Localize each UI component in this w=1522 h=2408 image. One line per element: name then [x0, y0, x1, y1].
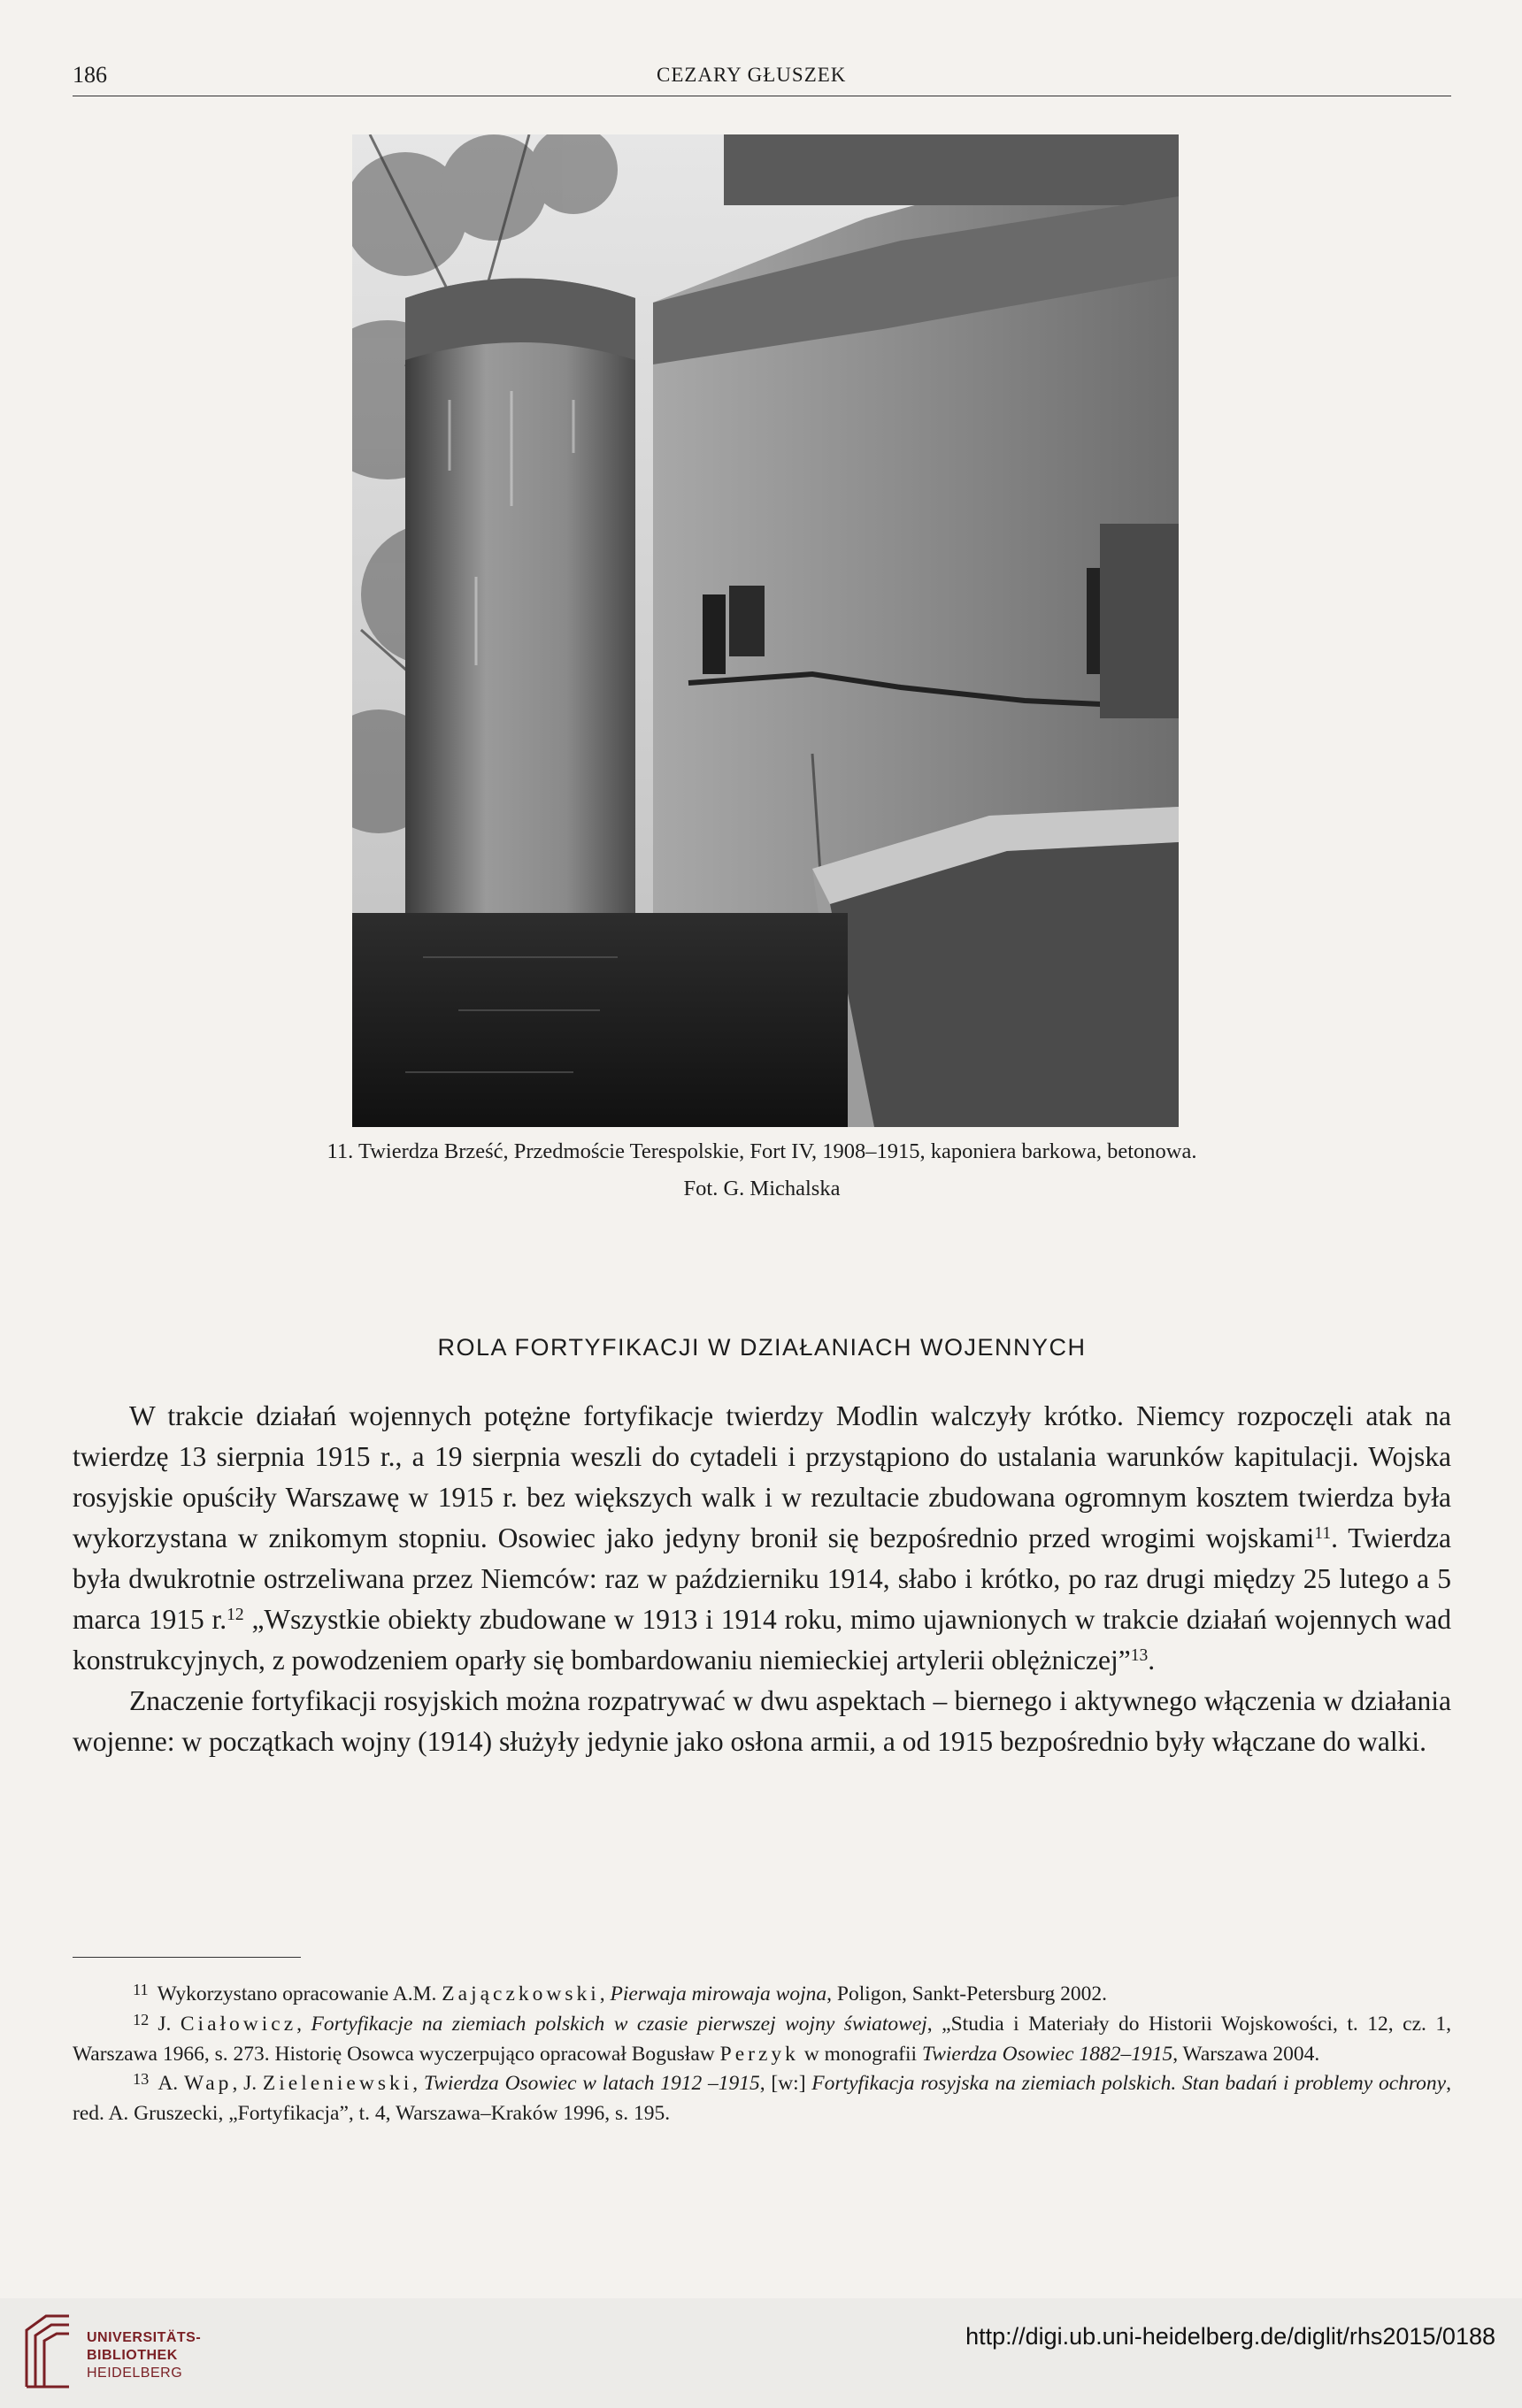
photo-fortification	[352, 134, 1179, 1127]
footnote-12: $^{12}$ J. Ciałowicz, Fortyfikacje na ziemiach polskich w czasie pierwszej wojny światowej, „Studia i Materiały do Historii Wojskowości, t. 12, cz. 1, Warszawa 1966, s. 273. Historię Osowca wyczerpująco opracował Bogusław Perzyk w monografii Twierdza Osowiec 1882–1915, Warszawa 2004.	[73, 2010, 1452, 2066]
source-url-link[interactable]: http://digi.ub.uni-heidelberg.de/diglit/rhs2015/0188	[965, 2323, 1495, 2350]
photo-fortification-illustration	[352, 134, 1179, 1127]
page-number: 186	[73, 62, 107, 88]
footnote-ref-12[interactable]: 12	[227, 1606, 244, 1625]
library-name-line2: BIBLIOTHEK	[87, 2348, 178, 2363]
body-text	[73, 1396, 1451, 1762]
footnote-ref-11[interactable]: 11	[1314, 1524, 1332, 1544]
paragraph-1: W trakcie działań wojennych potężne fortyfikacje twierdzy Modlin walczyły krótko. Niemcy rozpoczęli atak na twierdzę 13 sierpnia 1915 r., a 19 sierpnia weszli do cytadeli i przystąpiono do ustalania warunków kapitulacji. Wojska rosyjskie opuściły Warszawę w 1915 r. bez większych walk i w rezultacie zbudowana ogromnym kosztem twierdza była wykorzystana w znikomym stopniu. Osowiec jako jedyny bronił się bezpośrednio przed wrogimi wojskami$^{11}$. Twierdza była dwukrotnie ostrzeliwana przez Niemców: raz w październiku 1914, słabo i krótko, po raz drugi między 25 lutego a 5 marca 1915 r.$^{12}$ „Wszystkie obiekty zbudowane w 1913 i 1914 roku, mimo ujawnionych w trakcie działań wojennych wad konstrukcyjnych, z powodzeniem oparły się bombardowaniu niemieckiej artylerii oblężniczej”$^{13}$.	[73, 1400, 1452, 1676]
library-name-line3: HEIDELBERG	[87, 2366, 183, 2381]
footnote-rule	[73, 1957, 301, 1958]
footer-bar	[0, 2298, 1522, 2408]
figure-caption: 11. Twierdza Brześć, Przedmoście Terespolskie, Fort IV, 1908–1915, kaponiera barkowa, betonowa.	[327, 1139, 1197, 1163]
running-head: CEZARY GŁUSZEK	[657, 64, 847, 86]
footnote-13: $^{13}$ A. Wap, J. Zieleniewski, Twierdza Osowiec w latach 1912 –1915, [w:] Fortyfikacja rosyjska na ziemiach polskich. Stan badań i problemy ochrony, red. A. Gruszecki, „Fortyfikacja”, t. 4, Warszawa–Kraków 1996, s. 195.	[73, 2069, 1451, 2125]
footnotes	[73, 1980, 1451, 2128]
photo-credit: Fot. G. Michalska	[683, 1177, 841, 1200]
library-logo-icon[interactable]	[19, 2312, 76, 2390]
page-header	[73, 62, 1451, 97]
section-heading: ROLA FORTYFIKACJI W DZIAŁANIACH WOJENNYCH	[437, 1334, 1087, 1361]
library-name-line1: UNIVERSITÄTS-	[87, 2330, 202, 2345]
footnote-ref-13[interactable]: 13	[1130, 1646, 1149, 1666]
paragraph-2: Znaczenie fortyfikacji rosyjskich można rozpatrywać w dwu aspektach – biernego i aktywnego włączenia w działania wojenne: w początkach wojny (1914) służyły jedynie jako osłona armii, a od 1915 bezpośrednio były włączane do walki.	[73, 1685, 1451, 1757]
footnote-11: $^{11}$ Wykorzystano opracowanie A.M. Zajączkowski, Pierwaja mirowaja wojna, Poligon, Sankt-Petersburg 2002.	[133, 1980, 1107, 2005]
